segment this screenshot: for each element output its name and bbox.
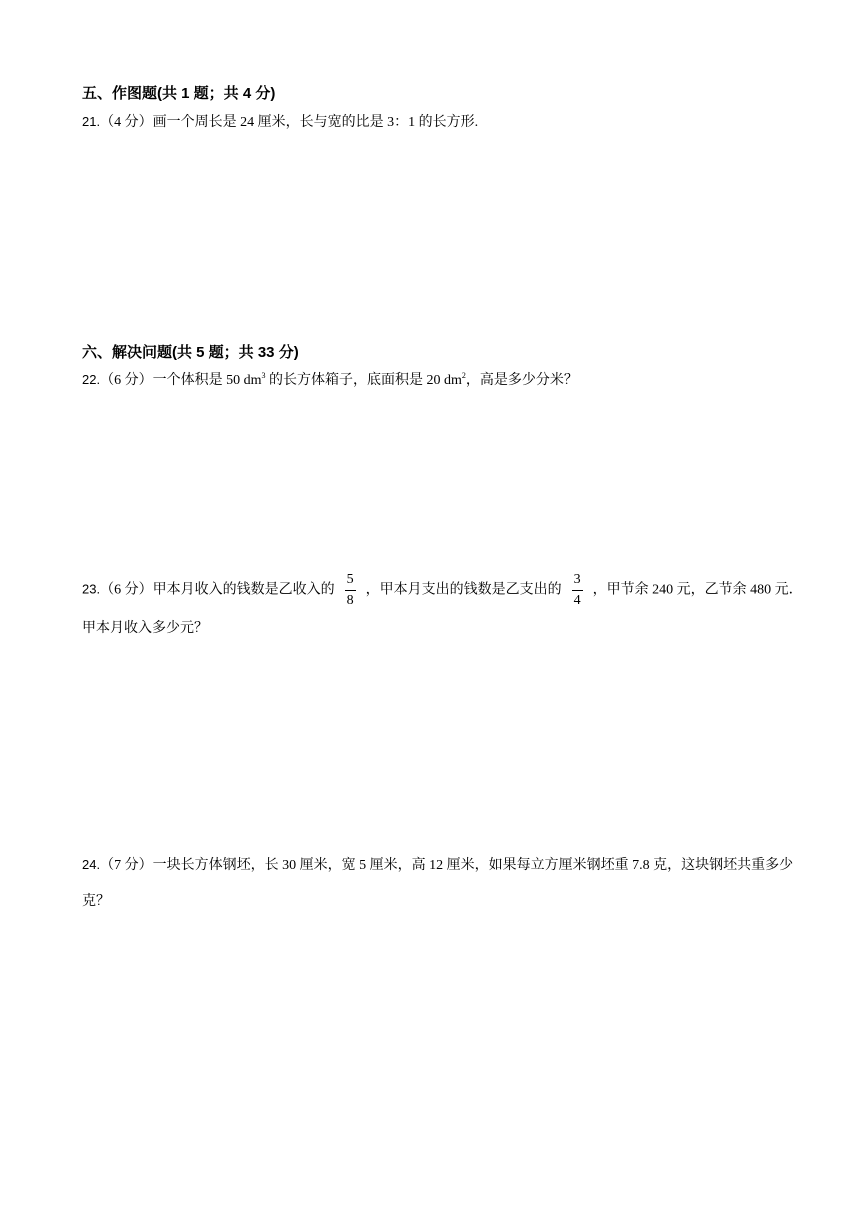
question-24 (82, 847, 810, 920)
question-text-part: ，高是多少分米？ (465, 373, 578, 388)
question-22 (82, 370, 578, 391)
fraction-three-quarters (572, 570, 583, 611)
question-text: （7 分）一块长方体钢坯，长 30 厘米，宽 5 厘米，高 12 厘米，如果每立方厘米钢坯重 7.8 克，这块钢坯共重多少克？ (82, 858, 794, 909)
fraction-numerator: 3 (572, 570, 583, 591)
question-text-part: 的长方体箱子，底面积是 20 dm (265, 373, 462, 388)
question-text-part: ，甲节余 240 元，乙节余 480 元．甲本月收入多少元？ (82, 582, 803, 636)
section-heading-problem-solving: 六、解决问题(共 5 题；共 33 分) (82, 344, 299, 361)
fraction-denominator: 4 (573, 593, 581, 608)
question-23 (82, 570, 810, 647)
fraction-five-eighths (345, 570, 356, 611)
question-text-part: （6 分）一个体积是 50 dm (100, 373, 262, 388)
superscript-squared: 2 (461, 371, 466, 380)
question-number: 24. (82, 857, 101, 872)
question-number: 22. (82, 372, 101, 387)
fraction-denominator: 8 (346, 593, 354, 608)
section-heading-drawing: 五、作图题(共 1 题；共 4 分) (82, 85, 276, 102)
question-number: 23. (82, 581, 101, 597)
question-text: （4 分）画一个周长是 24 厘米，长与宽的比是 3：1 的长方形. (100, 115, 479, 130)
question-text-part: （6 分）甲本月收入的钱数是乙收入的 (100, 582, 335, 598)
question-number: 21. (82, 114, 101, 129)
fraction-numerator: 5 (345, 570, 356, 591)
superscript-cubed: 3 (261, 371, 266, 380)
question-text-part: ，甲本月支出的钱数是乙支出的 (365, 582, 562, 598)
question-21 (82, 112, 478, 133)
